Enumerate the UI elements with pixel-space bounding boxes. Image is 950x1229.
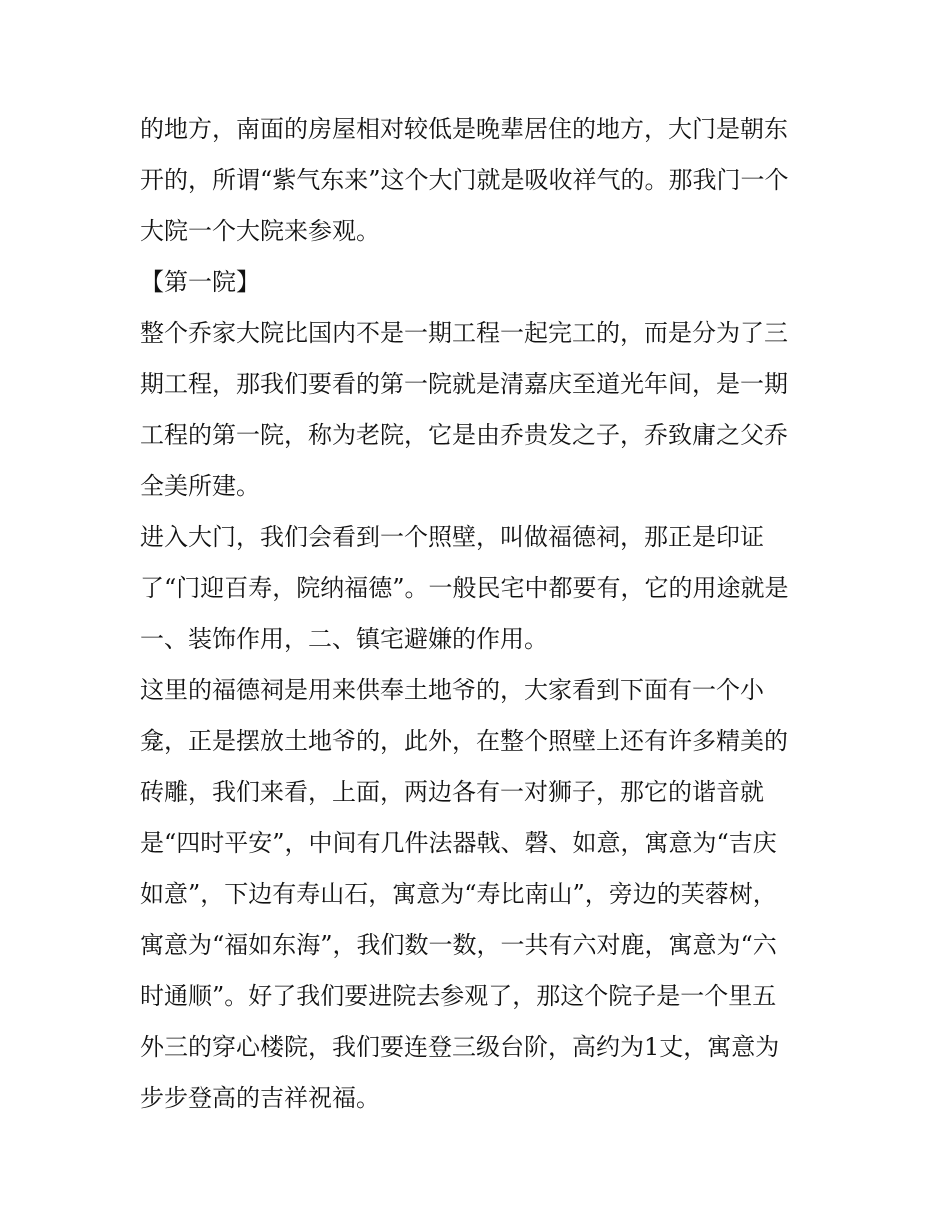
text-line: 龛，正是摆放土地爷的，此外，在整个照壁上还有许多精美的 (140, 727, 788, 755)
text-line: 这里的福德祠是用来供奉土地爷的，大家看到下面有一个小 (140, 676, 764, 704)
text-line: 外三的穿心楼院，我们要连登三级台阶，高约为1丈，寓意为 (140, 1033, 780, 1061)
section-heading: 【第一院】 (140, 268, 260, 296)
text-line: 工程的第一院，称为老院，它是由乔贵发之子，乔致庸之父乔 (140, 421, 788, 449)
body-text (140, 104, 820, 1124)
text-line: 是“四时平安”，中间有几件法器戟、磬、如意，寓意为“吉庆 (140, 829, 777, 857)
text-line: 如意”，下边有寿山石，寓意为“寿比南山”，旁边的芙蓉树， (140, 880, 777, 908)
text-line: 期工程，那我们要看的第一院就是清嘉庆至道光年间，是一期 (140, 370, 788, 398)
text-line: 时通顺”。好了我们要进院去参观了，那这个院子是一个里五 (140, 982, 777, 1010)
text-line: 砖雕，我们来看，上面，两边各有一对狮子，那它的谐音就 (140, 778, 764, 806)
text-line: 步步登高的吉祥祝福。 (140, 1084, 380, 1112)
text-line: 进入大门，我们会看到一个照壁，叫做福德祠，那正是印证 (140, 523, 764, 551)
text-line: 一、装饰作用，二、镇宅避嫌的作用。 (140, 625, 548, 653)
text-line: 寓意为“福如东海”，我们数一数，一共有六对鹿，寓意为“六 (140, 931, 777, 959)
text-line: 整个乔家大院比国内不是一期工程一起完工的，而是分为了三 (140, 319, 788, 347)
text-line: 全美所建。 (140, 472, 260, 500)
text-line: 大院一个大院来参观。 (140, 217, 380, 245)
text-line: 开的，所谓“紫气东来”这个大门就是吸收祥气的。那我门一个 (140, 166, 789, 194)
text-line: 的地方，南面的房屋相对较低是晚辈居住的地方，大门是朝东 (140, 115, 788, 143)
text-line: 了“门迎百寿，院纳福德”。一般民宅中都要有，它的用途就是 (140, 574, 789, 602)
